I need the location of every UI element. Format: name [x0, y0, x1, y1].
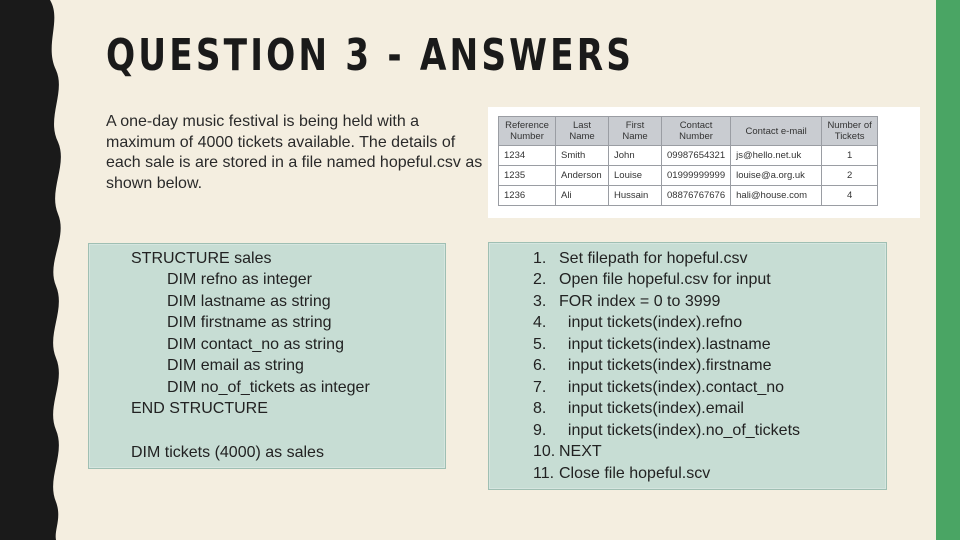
cell-contact-email: louise@a.org.uk: [731, 166, 822, 186]
step-text: FOR index = 0 to 3999: [559, 293, 721, 310]
structure-line: DIM tickets (4000) as sales: [131, 444, 324, 461]
cell-first-name: John: [609, 146, 662, 166]
step-text: input tickets(index).no_of_tickets: [559, 422, 801, 439]
cell-last-name: Smith: [556, 146, 609, 166]
step-text: input tickets(index).email: [559, 400, 744, 417]
header-number-of-tickets: Number of Tickets: [822, 117, 878, 146]
structure-line: DIM contact_no as string: [167, 336, 344, 353]
step-number: 9.: [533, 422, 547, 439]
step-text: input tickets(index).refno: [559, 314, 743, 331]
step-text: Close file hopeful.scv: [559, 465, 711, 482]
step-number: 10.: [533, 443, 556, 460]
ticket-sales-table-image: [488, 107, 920, 218]
cell-last-name: Ali: [556, 186, 609, 206]
cell-tickets: 4: [822, 186, 878, 206]
slide-title: QUESTION 3 - ANSWERS: [106, 30, 635, 81]
table-row: [499, 166, 878, 186]
table-row: [499, 186, 878, 206]
cell-tickets: 1: [822, 146, 878, 166]
step-text: Open file hopeful.csv for input: [559, 271, 771, 288]
structure-line: DIM refno as integer: [167, 271, 312, 288]
cell-contact-number: 09987654321: [662, 146, 731, 166]
cell-reference: 1235: [499, 166, 556, 186]
ticket-sales-table: [498, 116, 878, 206]
structure-line: DIM email as string: [167, 357, 304, 374]
steps-code-box: [488, 242, 887, 490]
intro-paragraph: A one-day music festival is being held with a maximum of 4000 tickets available. The details of each sale is are stored in a file named hopeful.csv as shown below.: [106, 113, 483, 192]
step-number: 2.: [533, 271, 547, 288]
step-number: 6.: [533, 357, 547, 374]
cell-contact-number: 08876767676: [662, 186, 731, 206]
structure-code-box: [88, 243, 446, 469]
structure-line: DIM no_of_tickets as integer: [167, 379, 370, 396]
cell-contact-email: hali@house.com: [731, 186, 822, 206]
structure-line: DIM lastname as string: [167, 293, 331, 310]
table-row: [499, 146, 878, 166]
cell-contact-email: js@hello.net.uk: [731, 146, 822, 166]
structure-line: STRUCTURE sales: [131, 250, 272, 267]
cell-last-name: Anderson: [556, 166, 609, 186]
left-wavy-band: [0, 0, 70, 540]
header-contact-email: Contact e-mail: [731, 117, 822, 146]
header-reference-number: Reference Number: [499, 117, 556, 146]
right-accent-bar: [936, 0, 960, 540]
structure-line: END STRUCTURE: [131, 400, 268, 417]
cell-first-name: Louise: [609, 166, 662, 186]
step-number: 7.: [533, 379, 547, 396]
cell-tickets: 2: [822, 166, 878, 186]
step-number: 3.: [533, 293, 547, 310]
cell-contact-number: 01999999999: [662, 166, 731, 186]
step-text: Set filepath for hopeful.csv: [559, 250, 748, 267]
step-number: 8.: [533, 400, 547, 417]
step-text: input tickets(index).firstname: [559, 357, 772, 374]
step-text: input tickets(index).contact_no: [559, 379, 785, 396]
header-contact-number: Contact Number: [662, 117, 731, 146]
step-number: 1.: [533, 250, 547, 267]
table-header-row: [499, 117, 878, 146]
step-number: 5.: [533, 336, 547, 353]
cell-first-name: Hussain: [609, 186, 662, 206]
cell-reference: 1236: [499, 186, 556, 206]
header-first-name: First Name: [609, 117, 662, 146]
step-number: 11.: [533, 465, 555, 482]
step-number: 4.: [533, 314, 547, 331]
step-text: input tickets(index).lastname: [559, 336, 771, 353]
header-last-name: Last Name: [556, 117, 609, 146]
cell-reference: 1234: [499, 146, 556, 166]
step-text: NEXT: [559, 443, 602, 460]
structure-line: DIM firstname as string: [167, 314, 332, 331]
